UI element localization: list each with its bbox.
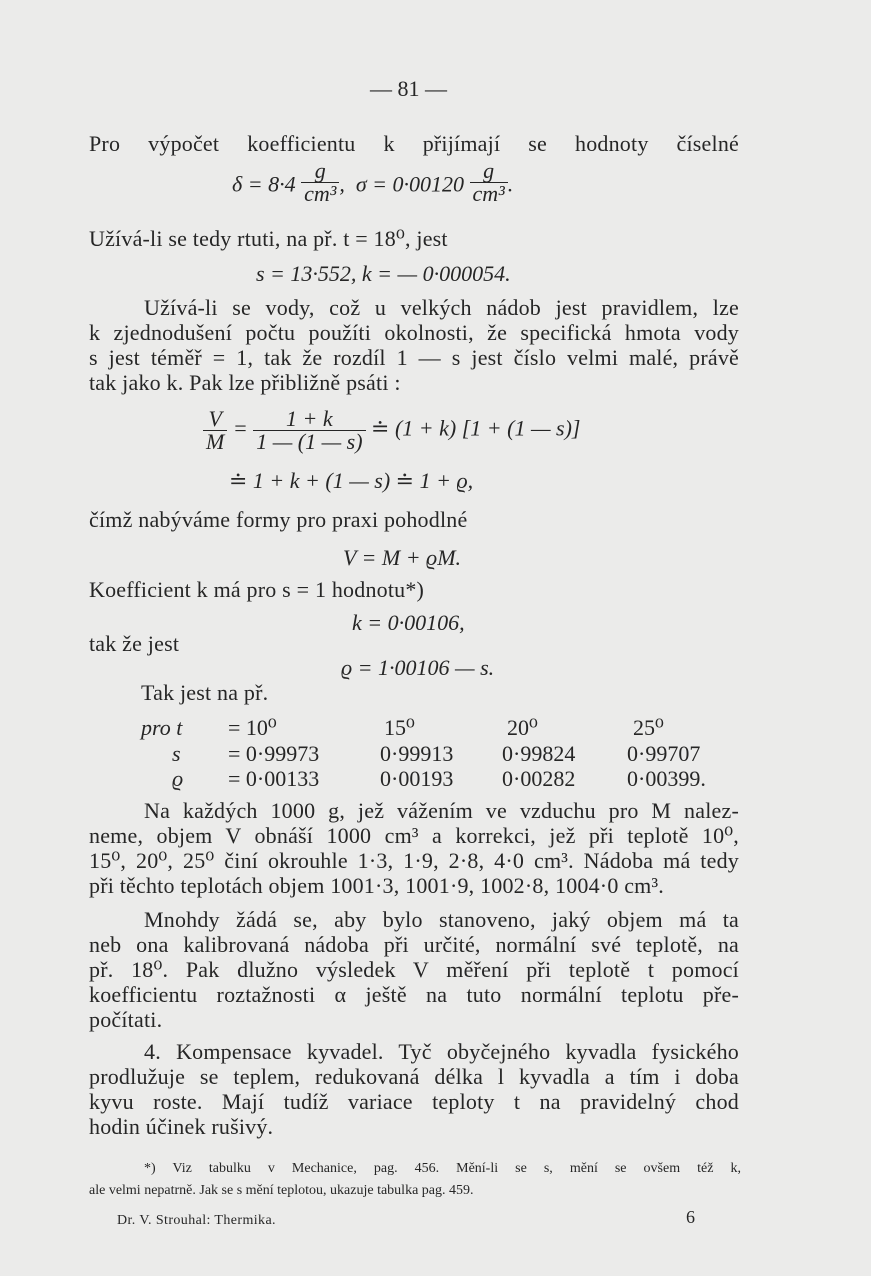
paragraph-example: Tak jest na př.: [141, 680, 269, 705]
table-cell: pro t: [141, 715, 183, 740]
table-cell: 0·99913: [380, 741, 454, 766]
delta-value: δ = 8·4: [232, 171, 296, 197]
paragraph-form: čímž nabýváme formy pro praxi pohodlné: [89, 507, 468, 532]
footer-author: Dr. V. Strouhal: Thermika.: [117, 1213, 276, 1228]
lhs-fraction: $\frac{V}{M}$: [203, 408, 227, 453]
table-cell: 25⁰: [633, 715, 664, 740]
delta-unit: $\frac{g}{\text{cm³}}$: [301, 160, 339, 205]
sigma-unit: $\frac{g}{\text{cm³}}$: [470, 160, 508, 205]
volume-equation: V = M + ϱM.: [343, 545, 462, 570]
table-cell: = 0·99973: [228, 741, 320, 766]
table-cell: s: [172, 741, 181, 766]
paragraph-coefficient: Koefficient k má pro s = 1 hodnotu*): [89, 577, 425, 602]
paragraph-so: tak že jest: [89, 631, 180, 656]
table-cell: 20⁰: [507, 715, 538, 740]
table-cell: 0·99824: [502, 741, 576, 766]
table-cell: = 0·00133: [228, 766, 320, 791]
sigma-value: σ = 0·00120: [355, 171, 465, 197]
paragraph-calibration: Mnohdy žádá se, aby bylo stanoveno, jaký objem má ta neb ona kalibrovaná nádoba při určité, normální své teplotě, na př. 18⁰. Pak dlužno výsledek V měření při teplotě t pomocí koefficientu roztažnosti α ještě na tuto normální teplotu pře- počítati.: [89, 907, 739, 1032]
table-cell: ϱ: [172, 766, 184, 791]
table-cell: = 10⁰: [228, 715, 277, 740]
rho-equation: ϱ = 1·00106 — s.: [341, 655, 495, 680]
page-number: — 81 —: [370, 76, 447, 101]
rhs-fraction: $\frac{1 + k}{1 — (1 — s)}$: [253, 408, 365, 453]
paragraph-volume: Na každých 1000 g, jež vážením ve vzduchu pro M nalez- neme, objem V obnáší 1000 cm³ a korrekci, jež při teplotě 10⁰, 15⁰, 20⁰, 25⁰ činí okrouhle 1·3, 1·9, 2·8, 4·0 cm³. Nádoba má tedy při těchto teplotách objem 1001·3, 1001·9, 1002·8, 1004·0 cm³.: [89, 798, 739, 898]
paragraph-water: Užívá-li se vody, což u velkých nádob jest pravidlem, lze k zjednodušení počtu použíti okolnosti, že specifická hmota vody s jest téměř = 1, tak že rozdíl 1 — s jest číslo velmi malé, právě tak jako k. Pak lze přibližně psáti :: [89, 295, 739, 395]
density-equation: δ = 8·4 $\frac{g}{\text{cm³}}$ , σ = 0·00120 $\frac{g}{\text{cm³}}$ .: [232, 158, 514, 206]
footnote: *) Viz tabulku v Mechanice, pag. 456. Mění-li se s, mění se ovšem též k, ale velmi nepatrně. Jak se s mění teplotou, ukazuje tabulka pag. 459.: [89, 1161, 741, 1198]
table-cell: 15⁰: [384, 715, 415, 740]
table-cell: 0·00193: [380, 766, 454, 791]
approx-equation: ≐ 1 + k + (1 — s) ≐ 1 + ϱ,: [229, 468, 474, 493]
paragraph-intro: Pro výpočet koefficientu k přijímají se hodnoty číselné: [89, 131, 739, 156]
paragraph-pendulum: 4. Kompensace kyvadel. Tyč obyčejného kyvadla fysického prodlužuje se teplem, redukovaná délka l kyvadla a tím i doba kyvu roste. Mají tudíž variace teploty t na pravidelný chod hodin účinek rušivý.: [89, 1039, 739, 1139]
footer-signature: 6: [686, 1207, 695, 1227]
k-equation: k = 0·00106,: [352, 610, 465, 635]
table-cell: 0·00399.: [627, 766, 706, 791]
paragraph-mercury: Užívá-li se tedy rtuti, na př. t = 18⁰, jest: [89, 226, 448, 251]
table-cell: 0·00282: [502, 766, 576, 791]
ratio-equation: $\frac{V}{M}$ = $\frac{1 + k}{1 — (1 — s)}$ ≐ (1 + k) [1 + (1 — s)]: [203, 408, 580, 453]
mercury-equation: s = 13·552, k = — 0·000054.: [256, 261, 511, 286]
table-cell: 0·99707: [627, 741, 701, 766]
